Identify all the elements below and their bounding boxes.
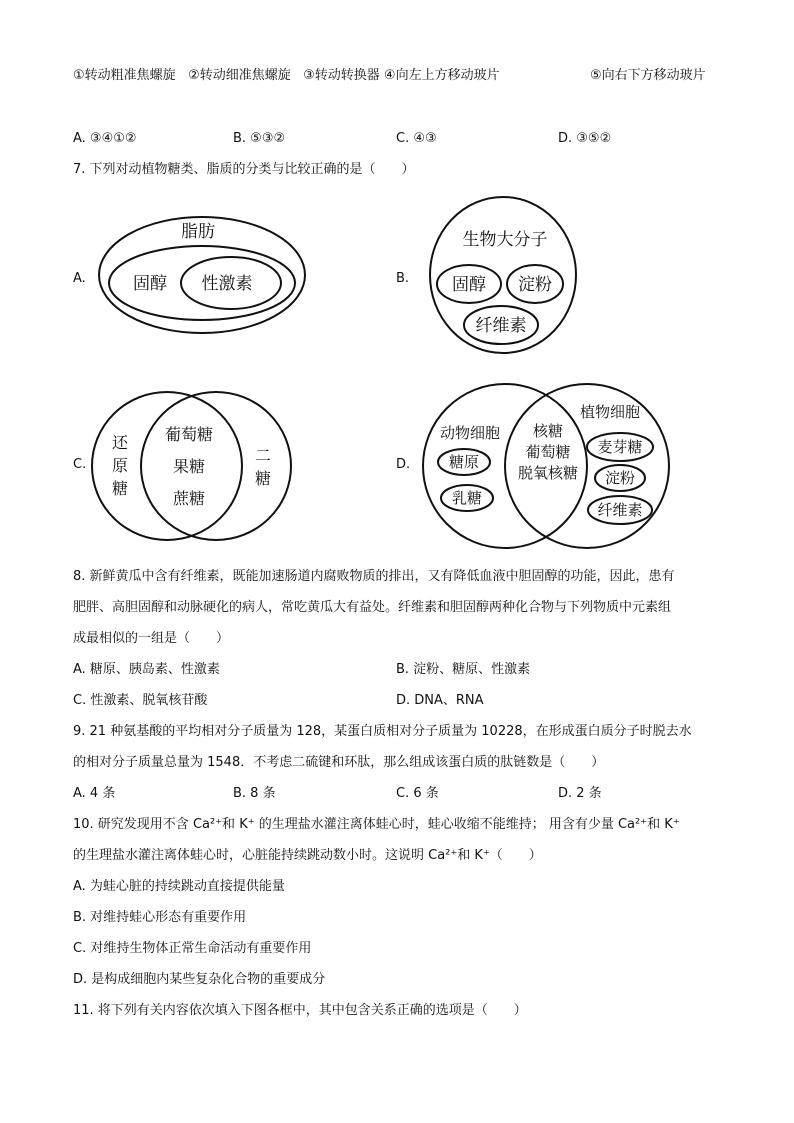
- diagram-d-left-title: 动物细胞: [439, 424, 501, 442]
- q7-option-c-label[interactable]: C.: [73, 457, 87, 472]
- q11-stem: 11. 将下列有关内容依次填入下图各框中，其中包含关系正确的选项是（ ）: [73, 1003, 527, 1018]
- diagram-d-right-text-1: 麦芽糖: [597, 438, 643, 456]
- diagram-d-left-text-1: 糖原: [448, 453, 480, 471]
- q6-step-5: ⑤向右下方移动玻片: [590, 68, 706, 83]
- diagram-c-mid-2: 果糖: [172, 457, 206, 476]
- q8-option-b[interactable]: B. 淀粉、糖原、性激素: [396, 662, 531, 677]
- q6-option-d[interactable]: D. ③⑤②: [558, 131, 612, 146]
- diagram-c-right-circle: [141, 392, 291, 540]
- diagram-c-mid-3: 蔗糖: [172, 489, 206, 508]
- q8-line-3: 成最相似的一组是（ ）: [73, 631, 230, 646]
- diagram-d-mid-1: 核糖: [532, 422, 564, 440]
- diagram-b-text-3: 纤维素: [475, 316, 527, 336]
- q8-option-c[interactable]: C. 性激素、脱氧核苷酸: [73, 693, 208, 708]
- diagram-a-left-text: 固醇: [133, 274, 167, 294]
- q9-option-d[interactable]: D. 2 条: [558, 786, 602, 801]
- diagram-b-text-2: 淀粉: [518, 275, 552, 295]
- q6-steps-line: [73, 66, 500, 86]
- q7-stem: 7. 下列对动植物糖类、脂质的分类与比较正确的是（ ）: [73, 162, 415, 177]
- q10-line-1: 10. 研究发现用不含 Ca²⁺和 K⁺ 的生理盐水灌注离体蛙心时，蛙心收缩不能维持； 用含有少量 Ca²⁺和 K⁺: [73, 817, 680, 832]
- q9-option-c[interactable]: C. 6 条: [396, 786, 439, 801]
- diagram-b-outer-text: 生物大分子: [462, 230, 548, 250]
- diagram-c-left-1: 还: [111, 433, 129, 452]
- diagram-a-outer-text: 脂肪: [181, 222, 215, 242]
- q7-option-b-label[interactable]: B.: [396, 271, 410, 286]
- q9-line-1: 9. 21 种氨基酸的平均相对分子质量为 128，某蛋白质相对分子质量为 10228，在形成蛋白质分子时脱去水: [73, 724, 692, 739]
- diagram-d-right-text-3: 纤维素: [597, 501, 643, 519]
- diagram-a: [90, 208, 330, 338]
- diagram-c-mid-1: 葡萄糖: [164, 425, 214, 444]
- q9-option-b[interactable]: B. 8 条: [233, 786, 276, 801]
- q8-line-2: 肥胖、高胆固醇和动脉硬化的病人，常吃黄瓜大有益处。纤维素和胆固醇两种化合物与下列物质中元素组: [73, 600, 672, 615]
- diagram-d-right-text-2: 淀粉: [604, 469, 636, 487]
- q7-option-d-label[interactable]: D.: [396, 457, 411, 472]
- q10-option-a[interactable]: A. 为蛙心脏的持续跳动直接提供能量: [73, 879, 285, 894]
- diagram-a-inner-text: 性激素: [201, 274, 253, 294]
- diagram-d-right-title: 植物细胞: [579, 403, 641, 421]
- diagram-c-left-2: 原: [111, 456, 129, 475]
- diagram-b: [415, 190, 615, 365]
- q9-line-2: 的相对分子质量总量为 1548．不考虑二硫键和环肽，那么组成该蛋白质的肽链数是（ ）: [73, 755, 605, 770]
- diagram-c-right-2: 糖: [254, 469, 272, 488]
- diagram-c: [88, 388, 308, 548]
- q6-option-a[interactable]: A. ③④①②: [73, 131, 137, 146]
- diagram-d-mid-2: 葡萄糖: [525, 443, 571, 461]
- q9-option-a[interactable]: A. 4 条: [73, 786, 116, 801]
- diagram-c-right-1: 二: [254, 446, 272, 465]
- diagram-b-text-1: 固醇: [452, 275, 486, 295]
- q8-option-a[interactable]: A. 糖原、胰岛素、性激素: [73, 662, 220, 677]
- diagram-d: [415, 380, 695, 560]
- q8-option-d[interactable]: D. DNA、RNA: [396, 693, 484, 708]
- q8-line-1: 8. 新鲜黄瓜中含有纤维素，既能加速肠道内腐败物质的排出，又有降低血液中胆固醇的功能，因此，患有: [73, 569, 675, 584]
- q6-option-c[interactable]: C. ④③: [396, 131, 437, 146]
- q6-option-b[interactable]: B. ⑤③②: [233, 131, 286, 146]
- q6-step-4: ④向左上方移动玻片: [383, 68, 500, 83]
- diagram-c-left-3: 糖: [111, 479, 129, 498]
- q10-line-2: 的生理盐水灌注离体蛙心时，心脏能持续跳动数小时。这说明 Ca²⁺和 K⁺（ ）: [73, 848, 542, 863]
- q6-step-1: ①转动粗准焦螺旋: [73, 68, 176, 83]
- q10-option-b[interactable]: B. 对维持蛙心形态有重要作用: [73, 910, 247, 925]
- q6-step-2: ②转动细准焦螺旋: [188, 68, 291, 83]
- diagram-d-left-text-2: 乳糖: [451, 489, 483, 507]
- q10-option-d[interactable]: D. 是构成细胞内某些复杂化合物的重要成分: [73, 972, 326, 987]
- q6-step-3: ③转动转换器: [303, 68, 380, 83]
- q7-option-a-label[interactable]: A.: [73, 271, 86, 286]
- diagram-d-mid-3: 脱氧核糖: [517, 464, 579, 482]
- q10-option-c[interactable]: C. 对维持生物体正常生命活动有重要作用: [73, 941, 312, 956]
